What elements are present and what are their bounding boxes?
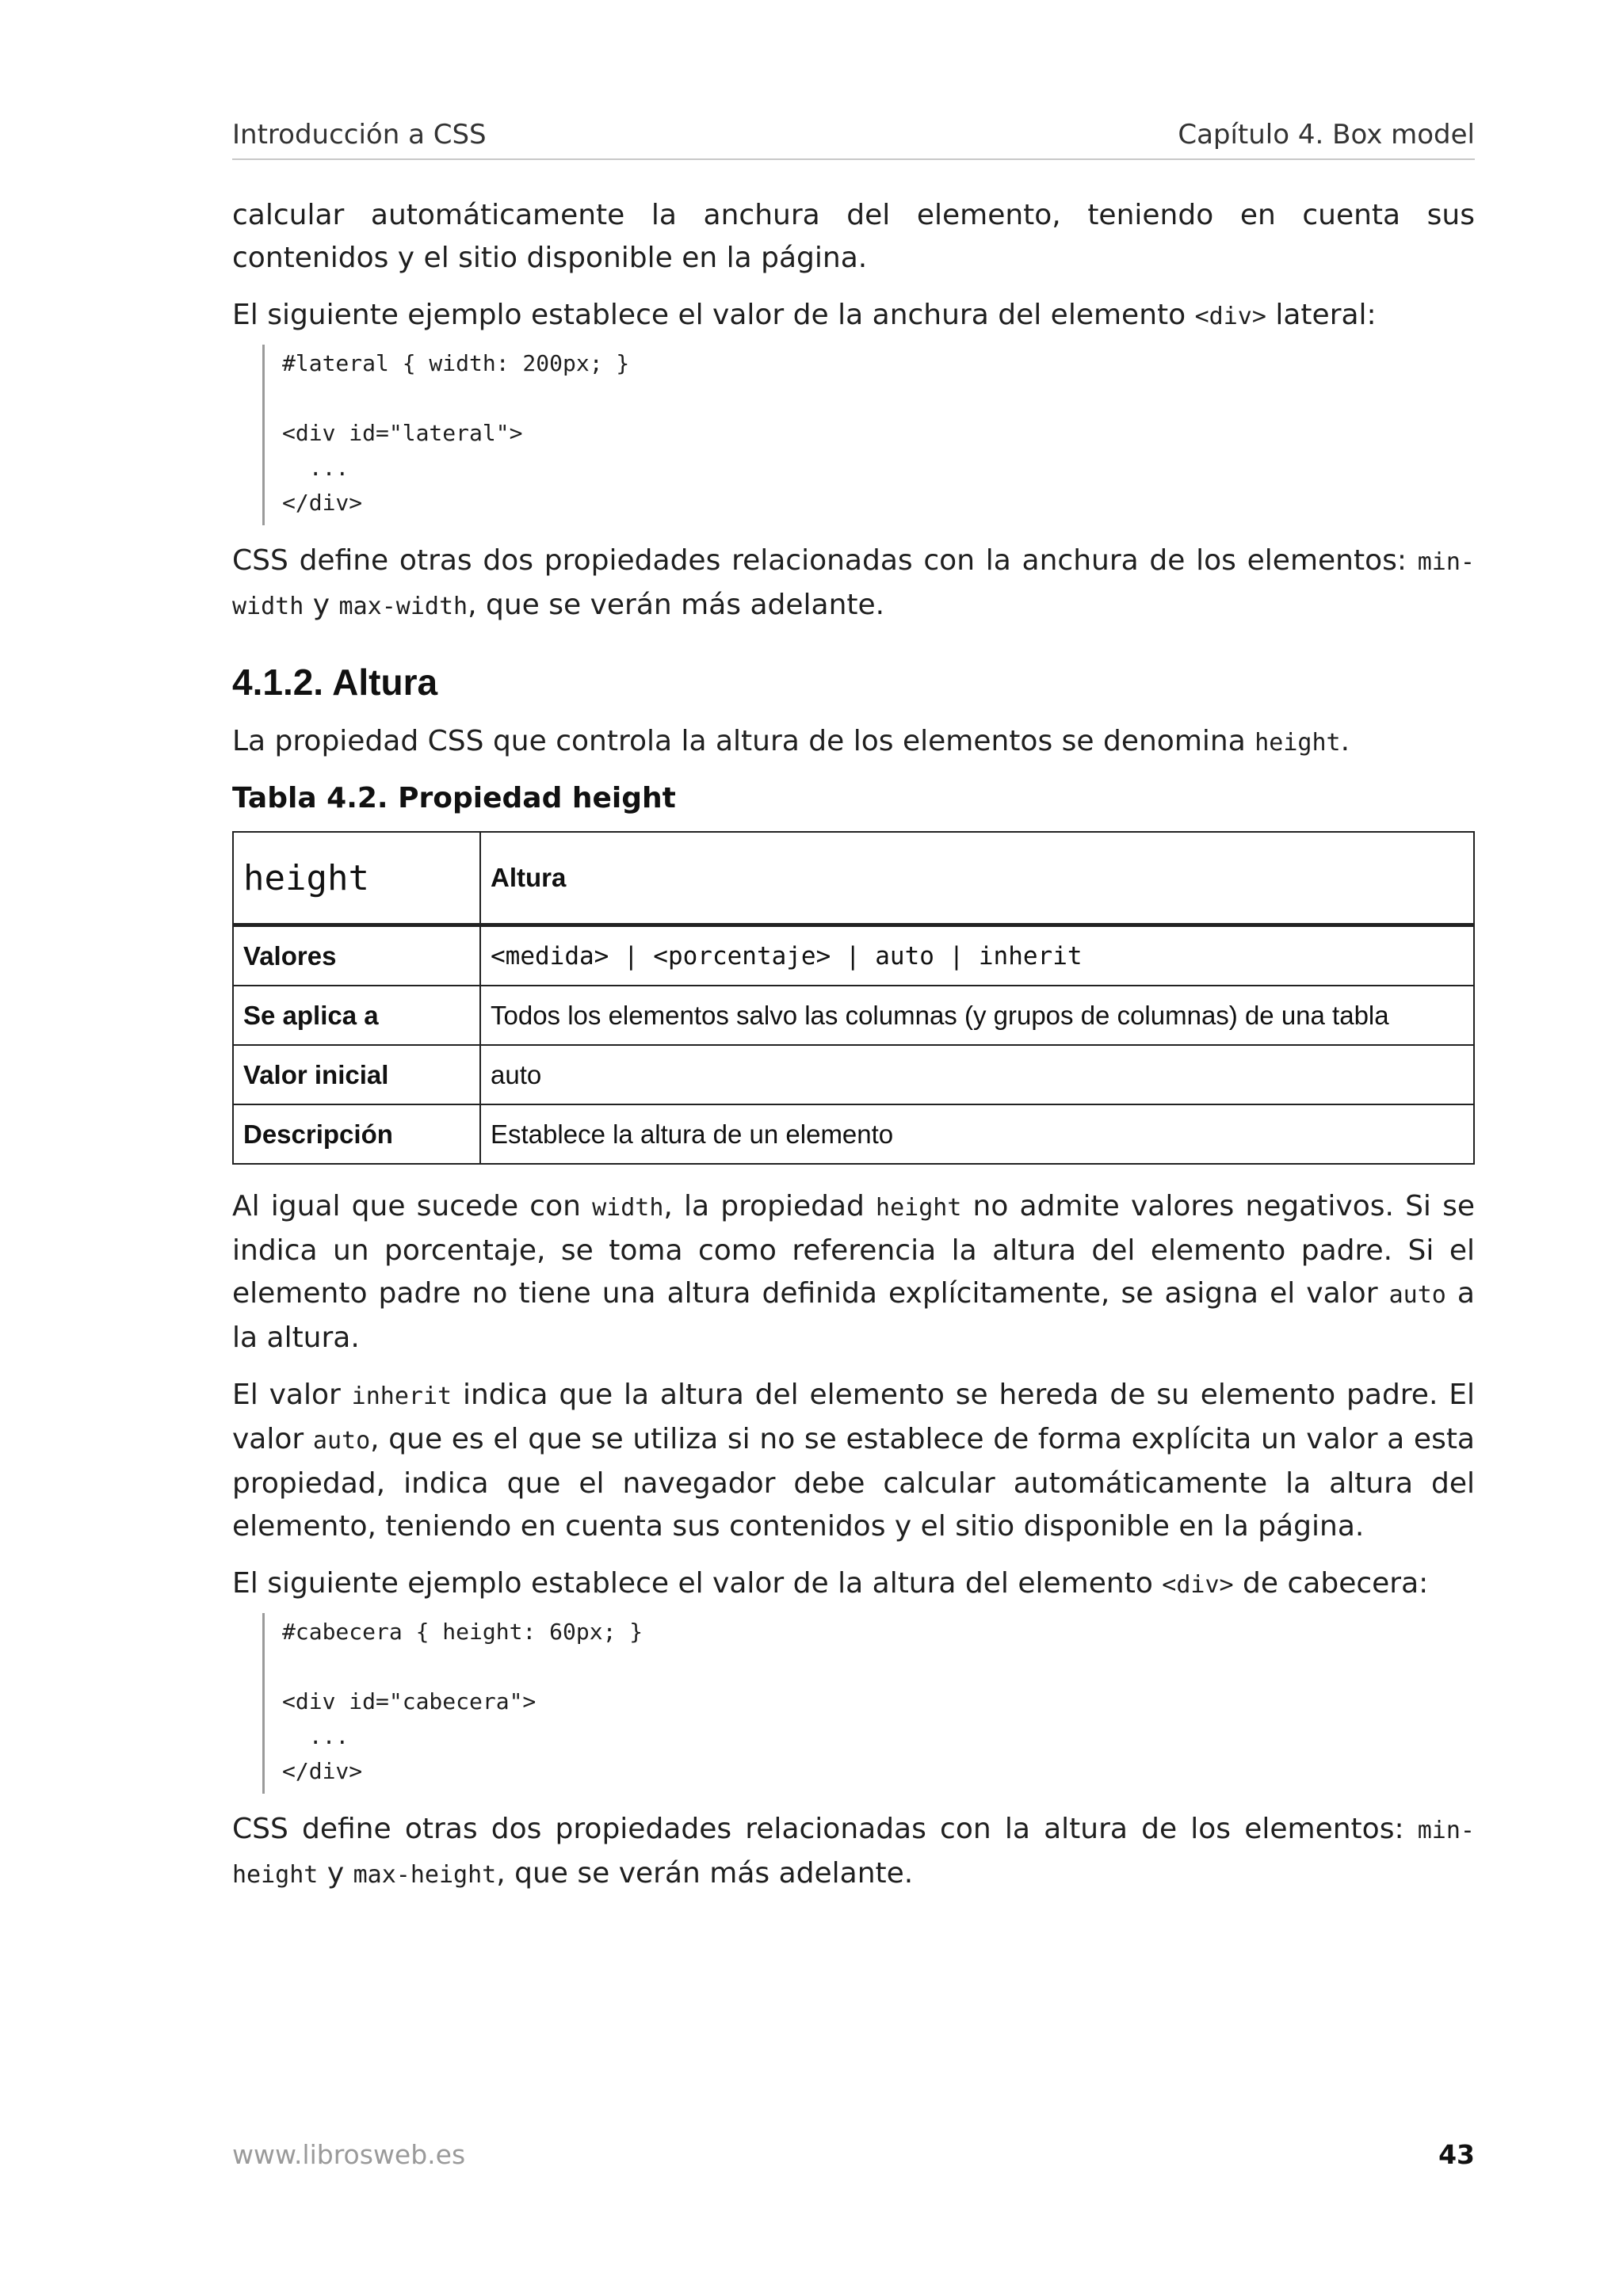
- text: y: [318, 1857, 353, 1890]
- text: no admite valores negativos. Si se indica un porcentaje, se toma como referencia la altura del elemento padre. Si el elemento padre no tiene una altura definida explícitamente, se asigna el valor: [232, 1190, 1475, 1310]
- page-number: 43: [1438, 2139, 1475, 2170]
- text: La propiedad CSS que controla la altura de los elementos se denomina: [232, 725, 1255, 757]
- text: Al igual que sucede con: [232, 1190, 593, 1222]
- inline-code: auto: [1388, 1281, 1446, 1309]
- property-name: height: [233, 832, 480, 925]
- text: CSS define otras dos propiedades relacionadas con la anchura de los elementos:: [232, 544, 1418, 577]
- text: El valor: [232, 1379, 352, 1411]
- page-footer: [232, 2139, 1475, 2179]
- text: indica que la altura del elemento se hereda de su elemento padre. El valor: [232, 1379, 1475, 1455]
- row-label: Valores: [233, 925, 480, 986]
- table-row: [233, 1104, 1474, 1164]
- chapter-title: Capítulo 4. Box model: [1178, 119, 1475, 151]
- document-page: [232, 0, 1475, 2296]
- text: , la propiedad: [663, 1190, 876, 1222]
- paragraph-height-inherit: [232, 1374, 1475, 1548]
- paragraph-height-example-intro: [232, 1562, 1475, 1607]
- inline-code: min-width: [232, 548, 1475, 620]
- footer-website: www.librosweb.es: [232, 2139, 466, 2170]
- inline-code: width: [592, 1194, 664, 1222]
- row-value: <medida> | <porcentaje> | auto | inherit: [480, 925, 1474, 986]
- running-header: [232, 119, 1475, 160]
- inline-code: inherit: [351, 1383, 453, 1410]
- property-table: [232, 831, 1475, 1165]
- row-label: Valor inicial: [233, 1045, 480, 1104]
- row-value: Establece la altura de un elemento: [480, 1104, 1474, 1164]
- property-description-title: Altura: [480, 832, 1474, 925]
- inline-code: height: [876, 1194, 962, 1222]
- table-header-row: [233, 832, 1474, 925]
- paragraph-height-intro: [232, 720, 1475, 765]
- inline-code: <div>: [1194, 303, 1266, 330]
- row-label: Se aplica a: [233, 986, 480, 1045]
- paragraph-height-negative: [232, 1185, 1475, 1360]
- table-row: [233, 1045, 1474, 1104]
- section-heading: 4.1.2. Altura: [232, 662, 438, 703]
- text: lateral:: [1266, 299, 1377, 331]
- inline-code: max-width: [338, 593, 468, 620]
- text: , que se verán más adelante.: [468, 589, 885, 621]
- page-content: [232, 194, 1475, 1897]
- inline-code: min-height: [232, 1817, 1475, 1889]
- paragraph-width-example-intro: [232, 294, 1475, 338]
- text: , que es el que se utiliza si no se establece de forma explícita un valor a esta propiedad, indica que el navegador debe calcular automáticamente la altura del elemento, teniendo en cuenta sus contenidos y el sitio disponible en la página.: [232, 1423, 1475, 1543]
- table-row: [233, 925, 1474, 986]
- paragraph-width-auto: calcular automáticamente la anchura del elemento, teniendo en cuenta sus contenidos y el sitio disponible en la página.: [232, 199, 1475, 274]
- paragraph-height-related: [232, 1808, 1475, 1897]
- text: , que se verán más adelante.: [496, 1857, 914, 1890]
- inline-code: height: [1254, 729, 1341, 757]
- table-caption: Tabla 4.2. Propiedad height: [232, 782, 676, 814]
- inline-code: max-height: [353, 1861, 497, 1889]
- row-value: Todos los elementos salvo las columnas (y grupos de columnas) de una tabla: [480, 986, 1474, 1045]
- paragraph-width-related: [232, 540, 1475, 628]
- code-block-width: #lateral { width: 200px; } <div id="lateral"> ... </div>: [262, 345, 1475, 525]
- text: El siguiente ejemplo establece el valor de la anchura del elemento: [232, 299, 1195, 331]
- text: El siguiente ejemplo establece el valor de la altura del elemento: [232, 1567, 1163, 1600]
- table-row: [233, 986, 1474, 1045]
- text: de cabecera:: [1233, 1567, 1429, 1600]
- inline-code: auto: [312, 1427, 371, 1455]
- inline-code: <div>: [1162, 1571, 1234, 1599]
- text: .: [1340, 725, 1350, 757]
- row-value: auto: [480, 1045, 1474, 1104]
- code-block-height: #cabecera { height: 60px; } <div id="cabecera"> ... </div>: [262, 1613, 1475, 1794]
- text: y: [304, 589, 339, 621]
- text: CSS define otras dos propiedades relacionadas con la altura de los elementos:: [232, 1813, 1418, 1845]
- text: a la altura.: [232, 1277, 1475, 1354]
- row-label: Descripción: [233, 1104, 480, 1164]
- book-title: Introducción a CSS: [232, 119, 487, 151]
